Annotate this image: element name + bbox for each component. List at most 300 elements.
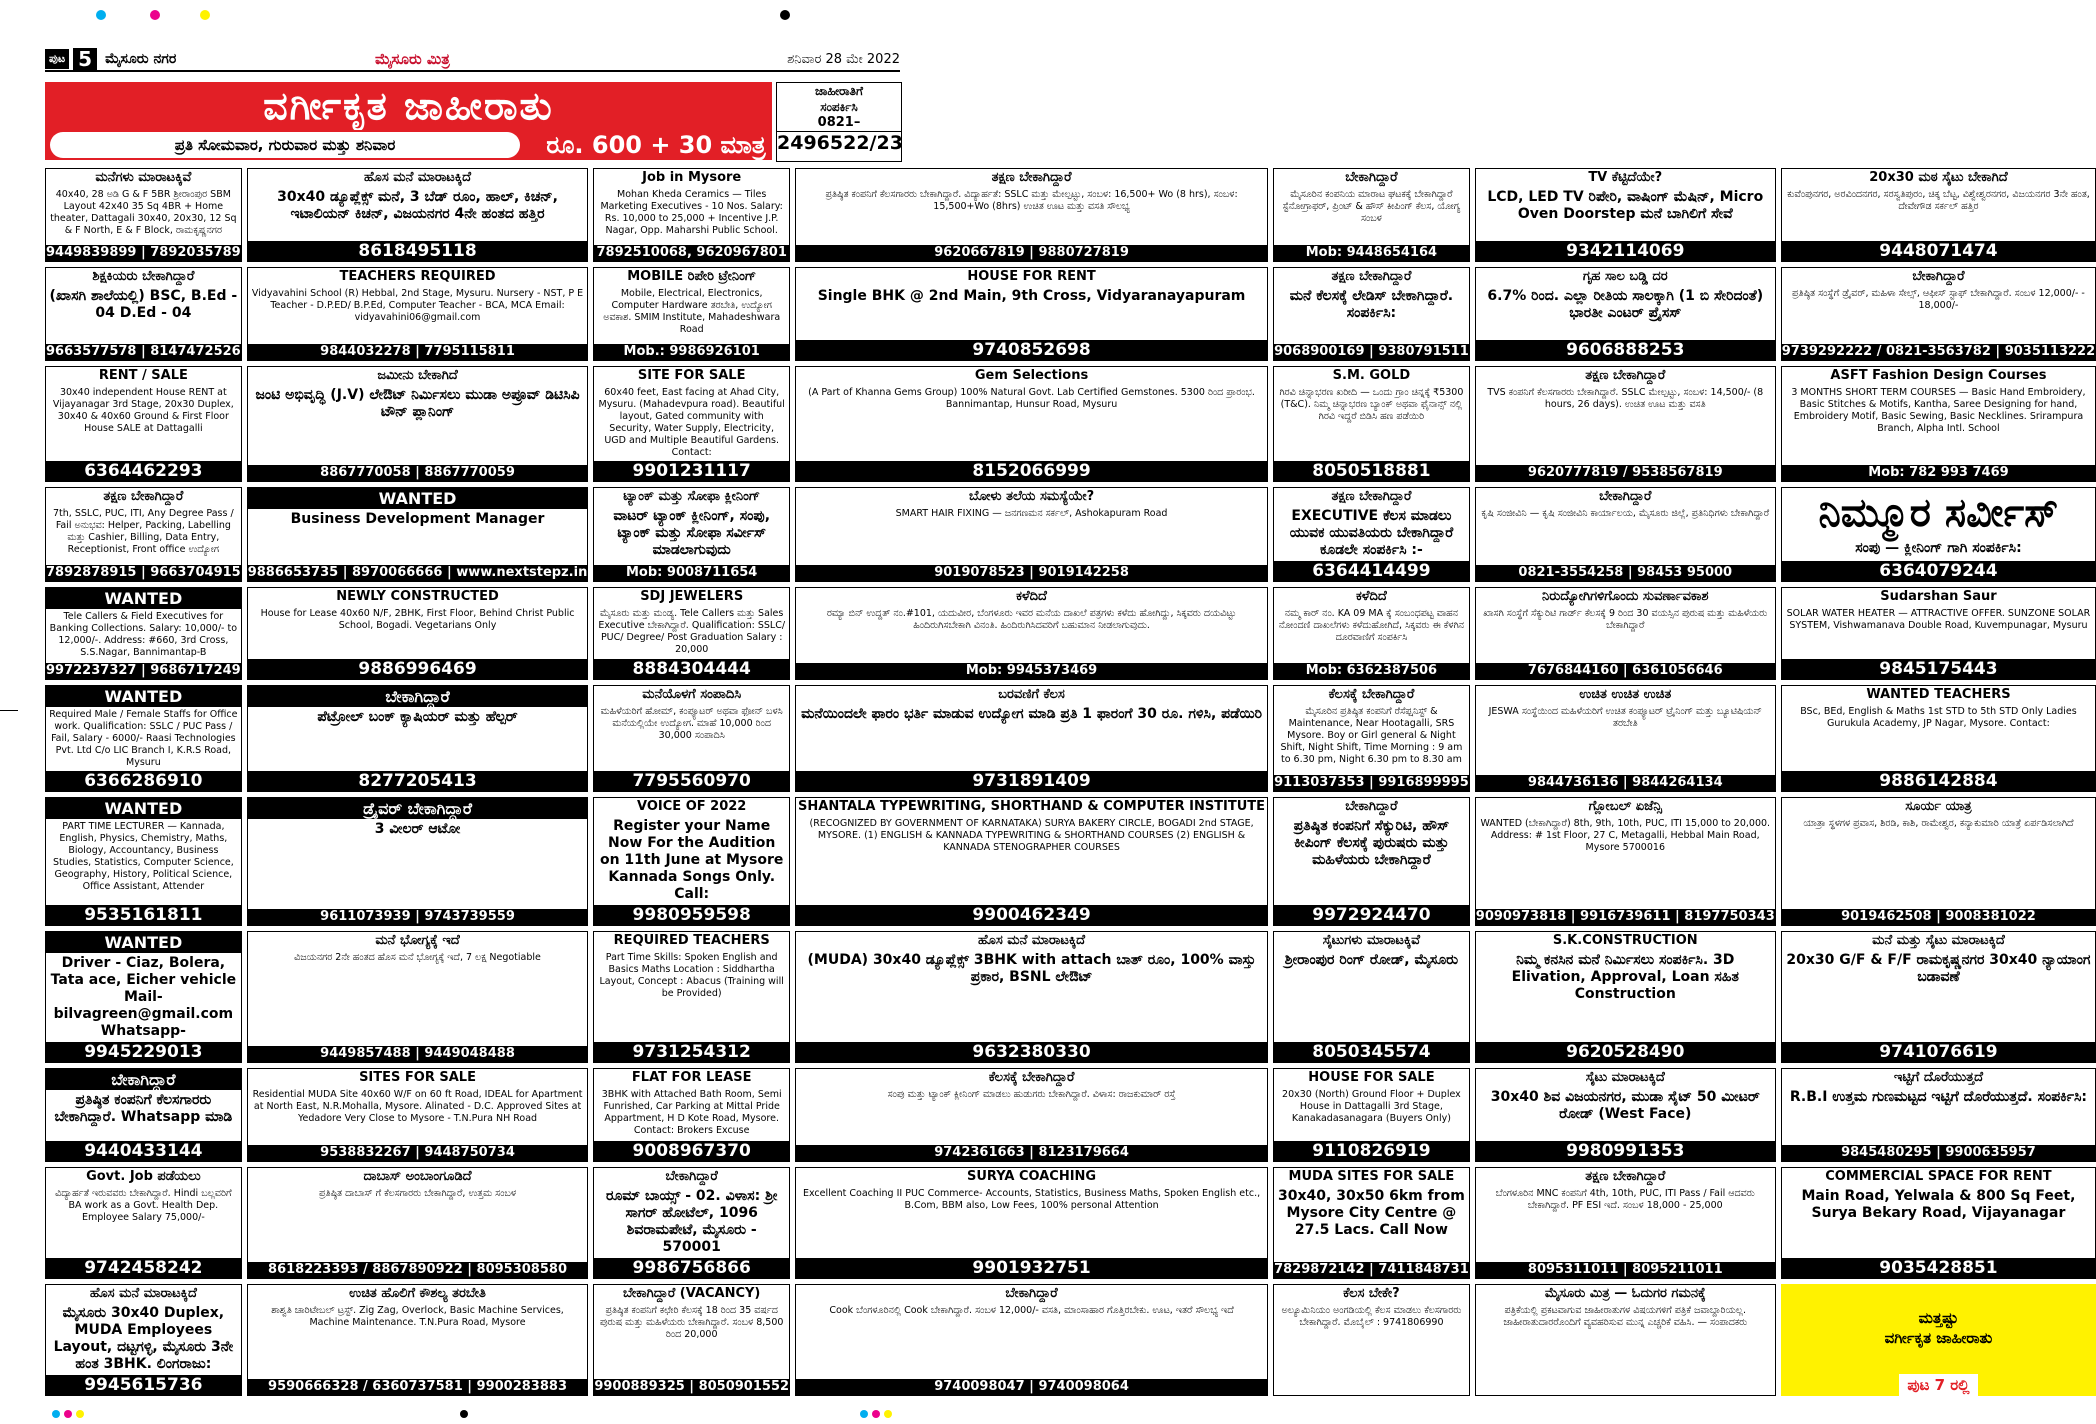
classified-ad (247, 931, 589, 1063)
ad-body: ಪ್ರತಿಷ್ಠಿತ ಕಂಪನಿಗೆ ಕೆಲಸಗಾರರು ಬೇಕಾಗಿದ್ದಾರೆ. Whatsapp ಮಾಡಿ (54, 1092, 233, 1126)
ad-body: Residential MUDA Site 40x60 W/F on 60 ft Road, IDEAL for Apartment at North East, N.R.Mohalla, Mysore. Alinated - D.C. Approved Sites at Yedadore Very Close to Mysore - T.N.Pura NH Road (252, 1089, 583, 1125)
registration-mark (460, 1410, 468, 1418)
ad-body: ಪ್ರತಿಷ್ಠಿತ ಕಂಪನಿಗೆ ಕಛೇರಿ ಕೆಲಸಕ್ಕೆ 18 ರಿಂದ 35 ವರ್ಷದ ಪುರುಷ ಮತ್ತು ಮಹಿಳೆಯರು ಬೇಕಾಗಿದ್ದಾರೆ. ಸಂಬಳ 8,500 ರಿಂದ 20,000 (599, 1305, 784, 1340)
classified-ad (593, 1284, 790, 1396)
ad-heading: ತಕ್ಷಣ ಬೇಕಾಗಿದ್ದಾರೆ (1585, 367, 1666, 383)
ad-heading: Sudarshan Saur (1880, 588, 1997, 604)
classified-ad (795, 168, 1268, 262)
ad-heading: FLAT FOR LEASE (631, 1070, 752, 1086)
ad-body: SOLAR WATER HEATER — ATTRACTIVE OFFER. SUNZONE SOLAR SYSTEM, Vishwamanava Double Road, Kuvempunagar, Mysuru (1786, 607, 2091, 631)
ad-heading: ತಕ್ಷಣ ಬೇಕಾಗಿದ್ದಾರೆ (1585, 1169, 1666, 1184)
classified-ad (247, 685, 589, 792)
ad-phone: 9741076619 (1782, 1042, 2095, 1062)
ad-phone: 6364462293 (46, 461, 241, 481)
registration-mark (780, 10, 790, 20)
ad-phone: 9986756866 (594, 1258, 789, 1278)
classified-ad (247, 168, 589, 262)
ad-phone: 8152066999 (796, 461, 1267, 481)
ad-heading: SURYA COACHING (967, 1169, 1097, 1184)
publication-days: ಪ್ರತಿ ಸೋಮವಾರ, ಗುರುವಾರ ಮತ್ತು ಶನಿವಾರ (50, 132, 520, 158)
registration-mark (76, 1410, 84, 1418)
ad-heading: RENT / SALE (98, 367, 188, 383)
ad-phone: 9900889325 | 8050901552 (594, 1379, 790, 1394)
classified-ad (1781, 168, 2096, 262)
classified-ad (1475, 168, 1776, 262)
classified-ad (1273, 1284, 1470, 1396)
classified-ad (247, 267, 589, 361)
ad-heading: ಮನೆ ಭೋಗ್ಯಕ್ಕೆ ಇದೆ (375, 933, 460, 949)
classified-ad (795, 487, 1268, 582)
classified-ad (1781, 487, 2096, 582)
ad-heading: ಬೇಕಾಗಿದ್ದಾರೆ (248, 686, 588, 707)
ad-body: ಪ್ರತಿಷ್ಠಿತ ಸಂಸ್ಥೆಗೆ ಡ್ರೈವರ್, ಮಹಿಳಾ ಸೇಲ್ಸ್, ಆಫೀಸ್ ಸ್ಟಾಫ್ ಬೇಕಾಗಿದ್ದಾರೆ. ಸಂಬಳ 12,000/- - 18,000/- (1792, 287, 2085, 311)
ad-phone: 9606888253 (1476, 340, 1775, 360)
ad-phone: 7829872142 | 7411848731 (1274, 1262, 1469, 1277)
ad-heading: ತಕ್ಷಣ ಬೇಕಾಗಿದ್ದಾರೆ (1331, 268, 1412, 284)
ad-body: 20x30 G/F & F/F ರಾಮಕೃಷ್ಣನಗರ 30x40 ನ್ಯಾಯಾಂಗ ಬಡಾವಣೆ (1786, 952, 2091, 986)
ad-body: ಗಿರವಿ ಚಿನ್ನಾಭರಣ ಖರೀದಿ — ಒಂದು ಗ್ರಾಂ ಚಿನ್ನಕ್ಕೆ ₹5300 (T&C). ನಿಮ್ಮ ಚಿನ್ನಾಭರಣ ಬ್ಯಾಂಕ್ ಅಥವಾ ಫೈನಾನ್ಸ್ ನಲ್ಲಿ ಗಿರವಿ ಇದ್ದರೆ ಬಿಡಿಸಿ ಹಣ ಪಡೆಯಿರಿ (1279, 386, 1464, 422)
ad-heading: NEWLY CONSTRUCTED (336, 588, 499, 604)
ad-heading: REQUIRED TEACHERS (613, 933, 770, 949)
ad-body: ಮನೆಯಿಂದಲೇ ಫಾರಂ ಭರ್ತಿ ಮಾಡುವ ಉದ್ಯೋಗ ಮಾಡಿ ಪ್ರತಿ 1 ಫಾರಂಗೆ 30 ರೂ. ಗಳಿಸಿ, ಪಡೆಯಿರಿ (801, 706, 1263, 723)
ad-body: ವರ್ಗೀಕೃತ ಜಾಹೀರಾತು (1884, 1328, 1993, 1347)
classified-ad (1781, 931, 2096, 1063)
classified-ad (1475, 685, 1776, 792)
ad-phone: 9945615736 (46, 1375, 241, 1395)
classified-ad (1273, 168, 1470, 262)
classified-ad (1475, 1068, 1776, 1162)
ad-heading: ಹೊಸ ಮನೆ ಮಾರಾಟಕ್ಕಿದೆ (89, 1286, 197, 1301)
classified-ad (795, 797, 1268, 926)
ad-body: ಬೆಂಗಳೂರಿನ MNC ಕಂಪನಿಗೆ 4th, 10th, PUC, ITI Pass / Fail ಆದವರು ಬೇಕಾಗಿದ್ದಾರೆ. PF ESI ಇದೆ. ಸಂಬಳ 18,000 - 25,000 (1495, 1188, 1755, 1211)
classified-ad (795, 1068, 1268, 1162)
classified-ad (593, 797, 790, 926)
date: ಶನಿವಾರ 28 ಮೇ 2022 (787, 51, 900, 67)
classified-ad (1781, 267, 2096, 361)
ad-phone: 9901932751 (796, 1258, 1267, 1278)
ad-heading: SHANTALA TYPEWRITING, SHORTHAND & COMPUTER INSTITUTE (798, 799, 1266, 815)
ad-body: ಖಾಸಗಿ ಸಂಸ್ಥೆಗೆ ಸೆಕ್ಯುರಿಟಿ ಗಾರ್ಡ್ ಕೆಲಸಕ್ಕೆ 9 ರಿಂದ 30 ವಯಸ್ಸಿನ ಪುರುಷ ಮತ್ತು ಮಹಿಳೆಯರು ಬೇಕಾಗಿದ್ದಾರೆ (1483, 607, 1768, 631)
ad-heading: ನಿರುದ್ಯೋಗಿಗಳಿಗೊಂದು ಸುವರ್ಣಾವಕಾಶ (1542, 588, 1709, 604)
ad-body: Cook ಬೆಂಗಳೂರಿನಲ್ಲಿ Cook ಬೇಕಾಗಿದ್ದಾರೆ. ಸಂಬಳ 12,000/- ವಸತಿ, ಮಾಂಸಾಹಾರ ಗೊತ್ತಿರಬೇಕು. ಊಟ, ಇತರೆ ಸೌಲಭ್ಯ ಇದೆ (829, 1305, 1234, 1316)
classifieds-title: ವರ್ಗೀಕೃತ ಜಾಹೀರಾತು (45, 82, 772, 130)
ad-phone: 8884304444 (594, 659, 789, 679)
ad-phone: 9440433144 (46, 1141, 241, 1161)
classified-ad (45, 797, 242, 926)
classified-ad (1273, 487, 1470, 582)
ad-phone: 8050518881 (1274, 461, 1469, 481)
ad-phone: 6366286910 (46, 771, 241, 791)
ad-phone: 9972924470 (1274, 905, 1469, 925)
ad-body: ನಮ್ಮ ಕಾರ್ ನಂ. KA 09 MA ಕ್ಕೆ ಸಂಬಂಧಪಟ್ಟ ವಾಹನ ನೋಂದಣಿ ದಾಖಲೆಗಳು ಕಳೆದುಹೋಗಿದೆ, ಸಿಕ್ಕವರು ಈ ಕೆಳಗಿನ ದೂರವಾಣಿಗೆ ಸಂಪರ್ಕಿಸಿ (1278, 607, 1465, 643)
ad-heading: Job in Mysore (642, 170, 742, 185)
ad-phone: 9945229013 (46, 1042, 241, 1062)
registration-mark (860, 1410, 868, 1418)
classified-ad (1475, 267, 1776, 361)
ad-heading: WANTED TEACHERS (1866, 687, 2011, 703)
crop-mark (0, 710, 18, 711)
ad-phone: 9449857488 | 9449048488 (248, 1046, 588, 1062)
ad-phone: 9731891409 (796, 771, 1267, 791)
ad-body: WANTED (ಬೇಕಾಗಿದ್ದಾರೆ) 8th, 9th, 10th, PUC, ITI 15,000 to 20,000. Address: # 1st Floor, 27 C, Metagalli, Hebbal Main Road, Mysore 5700016 (1480, 818, 1771, 854)
ad-phone: 9019462508 | 9008381022 (1782, 909, 2095, 925)
ad-body: PART TIME LECTURER — Kannada, English, Physics, Chemistry, Maths, Biology, Accountancy, Business Studies, Statistics, Computer Science, Geography, History, Political Science, Office Assistant, Attender (52, 821, 234, 893)
ad-heading: ಟ್ಯಾಂಕ್ ಮತ್ತು ಸೋಫಾ ಕ್ಲೀನಿಂಗ್ (623, 488, 761, 504)
classified-ad (1475, 1167, 1776, 1279)
ad-heading: WANTED (46, 686, 241, 707)
ad-phone: 8618495118 (248, 241, 588, 261)
ad-phone: 9535161811 (46, 905, 241, 925)
ad-page-ref: ಪುಟ 7 ರಲ್ಲಿ (1899, 1374, 1977, 1396)
ad-phone: 9538832267 | 9448750734 (248, 1145, 588, 1161)
ad-heading: Govt. Job ಪಡೆಯಲು (86, 1169, 201, 1184)
classified-ad (1781, 587, 2096, 681)
classified-ad (1273, 931, 1470, 1063)
ad-body: ರಮ್ಯಾ ಬಿನ್ ಉದ್ದತ್ ನಂ.#101, ಯದುವೀರ, ಬೆಂಗಳೂರು ಇವರ ಮನೆಯ ದಾಖಲೆ ಪತ್ರಗಳು ಕಳೆದು ಹೋಗಿದ್ದು, ಸಿಕ್ಕವರು ದಯವಿಟ್ಟು ಹಿಂದಿರುಗಿಸಬೇಕಾಗಿ ವಿನಂತಿ. ಹಿಂದಿರುಗಿಸಿದವರಿಗೆ ಬಹುಮಾನ ನೀಡಲಾಗುವುದು. (826, 607, 1237, 631)
contact-line-3: 0821– (817, 115, 861, 130)
registration-mark (872, 1410, 880, 1418)
ad-phone: 9663577578 | 8147472526 (46, 343, 241, 359)
classified-ad (247, 1167, 589, 1279)
ad-phone: 8277205413 (248, 771, 588, 791)
ad-heading: ಸೈಟುಗಳು ಮಾರಾಟಕ್ಕಿವೆ (1322, 933, 1421, 949)
classified-ad (1475, 366, 1776, 482)
ad-heading: HOUSE FOR SALE (1308, 1070, 1435, 1086)
ad-heading: ತಕ್ಷಣ ಬೇಕಾಗಿದ್ದಾರೆ (103, 488, 184, 504)
classified-ad (1781, 1068, 2096, 1162)
classified-ad (45, 1284, 242, 1396)
ad-heading: SDJ JEWELERS (640, 588, 744, 604)
ad-phone: 9731254312 (594, 1042, 789, 1062)
registration-mark (150, 10, 160, 20)
classified-ad (1475, 1284, 1776, 1396)
classified-ad (45, 685, 242, 792)
ad-phone: 9448071474 (1782, 241, 2095, 261)
ad-body: Mobile, Electrical, Electronics, Computer Hardware ತರಬೇತಿ, ಉದ್ಯೋಗ ಅವಕಾಶ. SMIM Institute, Mahadeshwara Road (603, 287, 781, 335)
ad-phone: 9620777819 / 9538567819 (1476, 465, 1775, 481)
ad-heading: SITE FOR SALE (637, 367, 746, 383)
ad-phone: Mob: 9945373469 (796, 663, 1267, 679)
ad-phone: 9980959598 (594, 905, 789, 925)
ad-phone: 9620667819 | 9880727819 (796, 245, 1267, 261)
ad-body: Business Development Manager (290, 510, 545, 527)
ad-phone: 9742458242 (46, 1258, 241, 1278)
ad-heading: ಕಳೆದಿದೆ (1016, 588, 1047, 604)
ad-phone: 0821-3554258 | 98453 95000 (1476, 565, 1775, 581)
classified-ad (247, 797, 589, 926)
classified-ad (593, 931, 790, 1063)
ad-phone: 9113037353 | 9916899995 (1274, 775, 1469, 791)
classified-ad (1781, 1284, 2096, 1396)
ad-body: ಪೆಟ್ರೋಲ್ ಬಂಕ್ ಕ್ಯಾಷಿಯರ್ ಮತ್ತು ಹೆಲ್ಪರ್ (317, 709, 518, 726)
ad-body: 20x30 (North) Ground Floor + Duplex House in Dattagalli 3rd Stage, Kanakadasanagara (Buyers Only) (1282, 1089, 1461, 1125)
ad-body: ಅಲ್ಯೂಮಿನಿಯಂ ಅಂಗಡಿಯಲ್ಲಿ ಕೆಲಸ ಮಾಡಲು ಕೆಲಸಗಾರರು ಬೇಕಾಗಿದ್ದಾರೆ. ಮೊಬೈಲ್ : 9741806990 (1281, 1305, 1462, 1328)
ad-body: ಕೃಷಿ ಸಂಜೀವಿನಿ — ಕೃಷಿ ಸಂಜೀವಿನಿ ಕಾರ್ಯಾಲಯ, ಮೈಸೂರು ಜಿಲ್ಲೆ, ಪ್ರತಿನಿಧಿಗಳು ಬೇಕಾಗಿದ್ದಾರೆ (1481, 507, 1770, 519)
ad-phone: 8618223393 / 8867890922 | 8095308580 (248, 1262, 588, 1278)
classified-ad (247, 587, 589, 681)
ad-heading: TV ಕೆಟ್ಟಿದೆಯೇ? (1588, 170, 1663, 185)
registration-mark (96, 10, 106, 20)
ad-heading: ಬೇಕಾಗಿದ್ದಾರೆ (46, 1069, 241, 1090)
contact-line-1: ಜಾಹೀರಾತಿಗೆ (815, 84, 863, 98)
ad-heading: ಕಳೆದಿದೆ (1356, 588, 1387, 604)
ad-phone: 9068900169 | 9380791511 (1274, 343, 1469, 359)
ad-heading: ಬೇಕಾಗಿದ್ದಾರೆ (1599, 488, 1652, 504)
ad-heading: ಹೊಸ ಮನೆ ಮಾರಾಟಕ್ಕಿದೆ (364, 170, 472, 185)
ad-phone: 8867770058 | 8867770059 (248, 465, 588, 481)
ad-price: ರೂ. 600 + 30 ಮಾತ್ರ (546, 131, 766, 159)
ad-heading: ಬರವಣಿಗೆ ಕೆಲಸ (998, 687, 1065, 703)
ad-phone: 9972237327 | 9686717249 (46, 663, 241, 679)
ad-heading: ಮನೆಯೊಳಗೆ ಸಂಪಾದಿಸಿ (642, 687, 742, 703)
ad-phone: 7795560970 (594, 771, 789, 791)
ad-phone: 7676844160 | 6361056646 (1476, 663, 1775, 679)
classified-ad (45, 487, 242, 582)
ad-heading: WANTED (46, 932, 241, 953)
ad-body: Register your Name Now For the Audition on 11th June at Mysore Kannada Songs Only. Call: (599, 818, 784, 903)
classified-ad (795, 267, 1268, 361)
classified-ad (795, 685, 1268, 792)
classified-ad (795, 1284, 1268, 1396)
ad-heading: ಮತ್ತಷ್ಟು (1918, 1308, 1959, 1327)
ad-phone: 9090973818 | 9916739611 | 8197750343 (1475, 909, 1775, 925)
classified-ad (593, 1068, 790, 1162)
ad-body: Part Time Skills: Spoken English and Basics Maths Location : Siddhartha Layout, Concept : Abacus (Training will be Provided) (599, 952, 784, 1000)
ad-body: Driver - Ciaz, Bolera, Tata ace, Eicher vehicle Mail- bilvagreen@gmail.com Whatsapp- (50, 955, 237, 1040)
ad-phone: 9590666328 / 6360737581 | 9900283883 (248, 1379, 588, 1395)
ad-body: ಸಂಪು ಮತ್ತು ಟ್ಯಾಂಕ್ ಕ್ಲೀನಿಂಗ್ ಮಾಡಲು ಹುಡುಗರು ಬೇಕಾಗಿದ್ದಾರೆ. ವಿಳಾಸ: ರಾಜಕುಮಾರ್ ರಸ್ತೆ (887, 1089, 1176, 1101)
ad-heading: ಸೂರ್ಯ ಯಾತ್ರ (1905, 799, 1972, 815)
ad-body: Excellent Coaching II PUC Commerce- Accounts, Statistics, Business Maths, Spoken English etc., B.Com, BBM also, Low Fees, 100% personal Attention (802, 1188, 1261, 1211)
ad-body: ನಿಮ್ಮ ಕನಸಿನ ಮನೆ ನಿರ್ಮಿಸಲು ಸಂಪರ್ಕಿಸಿ. 3D Elivation, Approval, Loan ಸಹಿತ Construction (1511, 952, 1739, 1003)
ad-heading: TEACHERS REQUIRED (339, 268, 496, 284)
ad-phone: 9740852698 (796, 340, 1267, 360)
ad-heading: ಉಚಿತ ಉಚಿತ ಉಚಿತ (1579, 687, 1672, 703)
ad-body: ವಿದ್ಯಾರ್ಹತೆ ಇರುವವರು ಬೇಕಾಗಿದ್ದಾರೆ. Hindi ಬಲ್ಲವರಿಗೆ BA work as a Govt. Health Dep. Employee Salary 75,000/- (55, 1188, 232, 1223)
classified-ad (1781, 685, 2096, 792)
contact-line-2: ಸಂಪರ್ಕಿಸಿ (820, 100, 858, 114)
ad-heading: ಕೆಲಸಕ್ಕೆ ಬೇಕಾಗಿದ್ದಾರೆ (988, 1070, 1075, 1086)
ad-phone: 9449839899 | 7892035789 (46, 244, 241, 260)
registration-mark (52, 1410, 60, 1418)
classified-ad (1475, 931, 1776, 1063)
classified-ad (1475, 587, 1776, 681)
ad-body: 3BHK with Attached Bath Room, Semi Funrished, Car Parking at Mittal Pride Appartment, H D Kote Road, Mysore. Contact: Brokers Excuse (601, 1089, 782, 1137)
ad-body: ಮನೆ ಕೆಲಸಕ್ಕೆ ಲೇಡಿಸ್ ಬೇಕಾಗಿದ್ದಾರೆ. ಸಂಪರ್ಕಿಸಿ: (1289, 287, 1454, 321)
ad-body: ಮೈಸೂರಿನ ಪ್ರತಿಷ್ಠಿತ ಕಂಪನಿಗೆ ರೆಸೆಪ್ಷನಿಸ್ಟ್ & Maintenance, Near Hootagalli, SRS Mysore. Boy or Girl general & Night Shift, Night Shift, Time Morning : 9 am to 6.30 pm, Night 6.30 pm to 8.30 am (1280, 706, 1463, 766)
ad-heading: Gem Selections (974, 367, 1089, 383)
classified-ad (593, 487, 790, 582)
classified-ad (1475, 487, 1776, 582)
classified-ad (45, 168, 242, 262)
ad-body: ಮೈಸೂರು ಮತ್ತು ಮಂಡ್ಯ. Tele Callers ಮತ್ತು Sales Executive ಬೇಕಾಗಿದ್ದಾರೆ. Qualification: SSLC/ PUC/ Degree/ Post Graduation Salary : 20,000 (598, 607, 786, 655)
registration-mark (64, 1410, 72, 1418)
ad-body: JESWA ಸಂಸ್ಥೆಯಿಂದ ಮಹಿಳೆಯರಿಗೆ ಉಚಿತ ಕಂಪ್ಯೂಟರ್ ಟ್ರೈನಿಂಗ್ ಮತ್ತು ಬ್ಯೂಟಿಷಿಯನ್ ತರಬೇತಿ (1488, 706, 1762, 730)
ad-phone: Mob: 782 993 7469 (1782, 465, 2095, 481)
ad-body: 30x40 ಡ್ಯೂಪ್ಲೆಕ್ಸ್ ಮನೆ, 3 ಬೆಡ್ ರೂಂ, ಹಾಲ್, ಕಿಚನ್, ಇಟಾಲಿಯನ್ ಕಿಚನ್, ವಿಜಯನಗರ 4ನೇ ಹಂತದ ಹತ್ತಿರ (277, 189, 558, 222)
ad-body: ಜಂಟಿ ಅಭಿವೃದ್ಧಿ (J.V) ಲೇಔಟ್ ನಿರ್ಮಿಸಲು ಮುಡಾ ಅಪ್ರೂವ್ ಡಿಟಿಸಿಪಿ ಟೌನ್ ಪ್ಲಾನಿಂಗ್ (255, 386, 580, 420)
classified-ad (1273, 587, 1470, 681)
ad-heading: ಬೇಕಾಗಿದ್ದಾರೆ (1345, 170, 1398, 185)
ad-heading: 20x30 ಮಠ ಸೈಟು ಬೇಕಾಗಿದೆ (1869, 170, 2008, 185)
ad-body: ಪ್ರತಿಷ್ಠಿತ ಕಂಪನಿಗೆ ಸೆಕ್ಯುರಿಟಿ, ಹೌಸ್ ಕೀಪಿಂಗ್ ಕೆಲಸಕ್ಕೆ ಪುರುಷರು ಮತ್ತು ಮಹಿಳೆಯರು ಬೇಕಾಗಿದ್ದಾರೆ (1293, 818, 1450, 869)
classified-ad (247, 487, 589, 582)
ad-body: ಶಾಶ್ವತಿ ಚಾರಿಟೇಬಲ್ ಟ್ರಸ್ಟ್. Zig Zag, Overlock, Basic Machine Services, Machine Maintenance. T.N.Pura Road, Mysore (271, 1305, 564, 1328)
ad-phone: 9632380330 (796, 1042, 1267, 1062)
ad-body: ಮೈಸೂರು 30x40 Duplex, MUDA Employees Layout, ದಟ್ಟಗಳ್ಳಿ, ಮೈಸೂರು 3ನೇ ಹಂತ 3BHK. ಲಿಂಗರಾಜು: (53, 1305, 234, 1372)
page-number: 5 (73, 48, 97, 70)
ad-heading: ಸೈಟು ಮಾರಾಟಕ್ಕಿದೆ (1585, 1070, 1665, 1086)
ad-body: ರೂಮ್ ಬಾಯ್ಸ್ - 02. ವಿಳಾಸ: ಶ್ರೀ ಸಾಗರ್ ಹೋಟೆಲ್, 1096 ಶಿವರಾಮಪೇಟೆ, ಮೈಸೂರು - 570001 (605, 1188, 778, 1255)
classified-ad (1781, 1167, 2096, 1279)
classified-ad (593, 267, 790, 361)
ad-body: Mohan Kheda Ceramics — Tiles Marketing Executives - 10 Nos. Salary: Rs. 10,000 to 25,000 + Incentive J.P. Nagar, Opp. Maharshi Public School. (600, 189, 783, 236)
classified-ad (1475, 797, 1776, 926)
ad-heading: ಕೆಲಸ ಬೇಕೇ? (1343, 1286, 1400, 1301)
classified-ad (1273, 1068, 1470, 1162)
registration-mark (884, 1410, 892, 1418)
ad-body: ಪತ್ರಿಕೆಯಲ್ಲಿ ಪ್ರಕಟವಾಗುವ ಜಾಹೀರಾತುಗಳ ವಿಷಯಗಳಿಗೆ ಪತ್ರಿಕೆ ಜವಾಬ್ದಾರಿಯಲ್ಲ. ಜಾಹೀರಾತುದಾರರೊಂದಿಗೆ ವ್ಯವಹರಿಸುವ ಮುನ್ನ ಎಚ್ಚರಿಕೆ ವಹಿಸಿ. — ಸಂಪಾದಕರು (1503, 1305, 1748, 1328)
ad-phone: 9900462349 (796, 905, 1267, 925)
ad-heading: ಮನೆ ಮತ್ತು ಸೈಟು ಮಾರಾಟಕ್ಕಿದೆ (1872, 933, 2005, 949)
ad-phone: 9844736136 | 9844264134 (1476, 775, 1775, 791)
contact-phone: 2496522/23 (777, 132, 903, 154)
ad-heading: ನಿಮ್ಮೂರ ಸರ್ವೀಸ್ (1818, 489, 2059, 536)
classified-ad (1781, 797, 2096, 926)
ad-phone: 9844032278 | 7795115811 (248, 344, 588, 360)
ad-heading: VOICE OF 2022 (637, 799, 747, 815)
ad-heading: ಡ್ರೈವರ್ ಬೇಕಾಗಿದ್ದಾರೆ (248, 798, 588, 819)
ad-body: 3 MONTHS SHORT TERM COURSES — Basic Hand Embroidery, Basic Stitches & Motifs, Kantha, Saree Designing for hand, Embroidery Motif, Basic Sewing, Basic Necklines. Srirampura Branch, Alpha Intl. School (1791, 386, 2086, 434)
ad-heading: ಶಿಕ್ಷಕಿಯರು ಬೇಕಾಗಿದ್ದಾರೆ (92, 268, 195, 284)
classified-ad (45, 267, 242, 361)
classified-ad (795, 931, 1268, 1063)
ad-phone: Mob: 9008711654 (594, 565, 789, 581)
ad-heading: ಇಟ್ಟಿಗೆ ದೊರೆಯುತ್ತದೆ (1893, 1070, 1984, 1086)
classified-ad (795, 366, 1268, 482)
classified-ad (593, 168, 790, 262)
ad-phone: 9035428851 (1782, 1258, 2095, 1278)
ad-heading: ಬೇಕಾಗಿದ್ದಾರೆ (1912, 268, 1965, 284)
ad-phone: 9110826919 (1274, 1141, 1469, 1161)
ad-heading: ಗ್ಲೋಬಲ್ ಏಜೆನ್ಸಿ (1588, 799, 1662, 815)
ad-phone: 7892510068, 9620967801 (594, 245, 789, 261)
ad-phone: Mob.: 9986926101 (594, 344, 789, 360)
classified-ad (45, 587, 242, 681)
classified-ad (247, 1284, 589, 1396)
ad-heading: WANTED (248, 488, 588, 509)
ad-body: 30x40 ಶಿವ ವಿಜಯನಗರ, ಮುಡಾ ಸೈಟ್ 50 ಮೀಟರ್ ರೋಡ್ (West Face) (1490, 1089, 1760, 1123)
ad-body: TVS ಕಂಪನಿಗೆ ಕೆಲಸಗಾರರು ಬೇಕಾಗಿದ್ದಾರೆ. SSLC ಮೇಲ್ಪಟ್ಟು, ಸಂಬಳ: 14,500/- (8 hours, 26 days). ಉಚಿತ ಊಟ ಮತ್ತು ವಸತಿ (1487, 386, 1764, 410)
ad-phone: 8050345574 (1274, 1042, 1469, 1062)
ad-heading: ಹೊಸ ಮನೆ ಮಾರಾಟಕ್ಕಿದೆ (978, 933, 1086, 949)
classified-ad (593, 366, 790, 482)
ad-heading: COMMERCIAL SPACE FOR RENT (1825, 1169, 2052, 1184)
ad-body: 60x40 feet, East facing at Ahad City, Mysuru. (Mahadevpura road). Beautiful layout, Gated community with Security, Water Supply, Electricity, UGD and Multiple Beautiful Gardens. Contact: (598, 386, 785, 458)
ad-body: (RECOGNIZED BY GOVERNMENT OF KARNATAKA) SURYA BAKERY CIRCLE, BOGADI 2nd STAGE, MYSORE. (1) ENGLISH & KANNADA TYPEWRITING & SHORTHAND COURSES (2) ENGLISH & KANNADA STENOGRAPHER COURSES (809, 818, 1254, 854)
ad-heading: SITES FOR SALE (359, 1070, 476, 1086)
ad-body: 7th, SSLC, PUC, ITI, Any Degree Pass / Fail ಅನುಭವ: Helper, Packing, Labelling ಮತ್ತು Cashier, Billing, Data Entry, Receptionist, Front office ಉದ್ಯೋಗ (53, 507, 234, 555)
ad-body: ಯಾತ್ರಾ ಸ್ಥಳಗಳ ಪ್ರವಾಸ, ಶಿರಡಿ, ಕಾಶಿ, ರಾಮೇಶ್ವರ, ಕನ್ಯಾಕುಮಾರಿ ಯಾತ್ರೆ ಏರ್ಪಡಿಸಲಾಗಿದೆ (1803, 818, 2074, 830)
ad-body: ಮೈಸೂರಿನ ಕಂಪನಿಯ ಮಾರಾಟ ಘಟಕಕ್ಕೆ ಬೇಕಾಗಿದ್ದಾರೆ ಸ್ಟೆನೋಗ್ರಾಫರ್, ಪ್ರಿಂಟ್ & ಹೌಸ್ ಕೀಪಿಂಗ್ ಕೆಲಸ, ಯೋಗ್ಯ ಸಂಬಳ (1282, 189, 1461, 224)
ad-body: Tele Callers & Field Executives for Banking Collections. Salary: 10,000/- to 12,000/-. Address: #660, 3rd Cross, S.S.Nagar, Bannimantap-B (49, 610, 238, 658)
classified-ad (45, 931, 242, 1063)
classified-ad (45, 366, 242, 482)
ad-body: LCD, LED TV ರಿಪೇರಿ, ವಾಷಿಂಗ್ ಮೆಷಿನ್, Micro Oven Doorstep ಮನೆ ಬಾಗಿಲಿಗೆ ಸೇವೆ (1487, 189, 1764, 222)
ad-phone: 8095311011 | 8095211011 (1476, 1262, 1775, 1278)
ad-body: ಮಹಿಳೆಯರಿಗೆ ಹೋಮ್, ಕಂಪ್ಯೂಟರ್ ಅಥವಾ ಫೋನ್ ಬಳಸಿ ಮನೆಯಲ್ಲಿಯೇ ಉದ್ಯೋಗ. ಮಾಹೆ 10,000 ರಿಂದ 30,000 ಸಂಪಾದಿಸಿ (600, 706, 783, 742)
ad-body: SMART HAIR FIXING — ಜನಗಣಮನ ಸರ್ಕಲ್, Ashokapuram Road (895, 507, 1168, 519)
ad-body: ವಾಟರ್ ಟ್ಯಾಂಕ್ ಕ್ಲೀನಿಂಗ್, ಸಂಪು, ಟ್ಯಾಂಕ್ ಮತ್ತು ಸೋಫಾ ಸರ್ವೀಸ್ ಮಾಡಲಾಗುವುದು (613, 507, 771, 558)
ad-heading: MUDA SITES FOR SALE (1288, 1169, 1455, 1184)
ad-body: 3 ವೀಲರ್ ಆಟೋ (374, 821, 461, 838)
ad-body: ವಿಜಯನಗರ 2ನೇ ಹಂತದ ಹೊಸ ಮನೆ ಭೋಗ್ಯಕ್ಕೆ ಇದೆ, 7 ಲಕ್ಷ Negotiable (294, 952, 541, 964)
ad-heading: ಬೋಳು ತಲೆಯ ಸಮಸ್ಯೆಯೇ? (968, 488, 1095, 504)
ad-body: Required Male / Female Staffs for Office work. Qualification: SSLC / PUC Pass / Fail, Salary - 6000/- Raasi Technologies Pvt. Ltd C/o LIC Branch I, K.R.S Road, Mysuru (49, 709, 238, 769)
classified-ad (593, 1167, 790, 1279)
registration-mark (200, 10, 210, 20)
ad-body: (A Part of Khanna Gems Group) 100% Natural Govt. Lab Certified Gemstones. 5300 ರಿಂದ ಪ್ರಾರಂಭ. Bannimantap, Hunsur Road, Mysuru (808, 386, 1255, 410)
classified-ad (1781, 366, 2096, 482)
ad-phone: Mob: 6362387506 (1274, 663, 1469, 679)
ad-heading: ತಕ್ಷಣ ಬೇಕಾಗಿದ್ದಾರೆ (991, 170, 1072, 185)
classified-ad (593, 587, 790, 681)
ad-heading: ಮನೆಗಳು ಮಾರಾಟಕ್ಕಿವೆ (95, 170, 192, 185)
classified-ad (1273, 1167, 1470, 1279)
classified-ad (1273, 797, 1470, 926)
classified-ad (45, 1167, 242, 1279)
classified-ad (795, 587, 1268, 681)
ad-body: ಪ್ರತಿಷ್ಠಿತ ದಾಬಾಸ್ ಗೆ ಕೆಲಸಗಾರರು ಬೇಕಾಗಿದ್ದಾರೆ, ಉತ್ತಮ ಸಂಬಳ (319, 1188, 517, 1199)
ad-heading: ಗೃಹ ಸಾಲ ಬಡ್ಡಿ ದರ (1582, 268, 1668, 284)
classified-ads-grid (45, 168, 2096, 1396)
ad-phone: 6364079244 (1782, 561, 2095, 581)
classified-ad (1273, 685, 1470, 792)
ad-phone: 7892878915 | 9663704915 (46, 564, 241, 580)
ad-heading: ಬೇಕಾಗಿದ್ದಾರೆ (VACANCY) (623, 1286, 761, 1301)
ad-body: BSc, BEd, English & Maths 1st STD to 5th STD Only Ladies Gurukula Academy, JP Nagar, Mysore. Contact: (1800, 706, 2077, 730)
ad-body: 6.7% ರಿಂದ. ಎಲ್ಲಾ ರೀತಿಯ ಸಾಲಕ್ಕಾಗಿ (1 ಬಿ ಸೇರಿದಂತೆ) ಭಾರತೀ ಎಂಟರ್ ಪ್ರೈಸಸ್ (1487, 287, 1764, 321)
ad-body: ಕುವೆಂಪುನಗರ, ಅರವಿಂದನಗರ, ಸರಸ್ವತಿಪುರಂ, ಚಿಕ್ಕ ಬೆಟ್ಟ, ವಿಶ್ವೇಶ್ವರನಗರ, ವಿಜಯನಗರ 3ನೇ ಹಂತ, ದೇವೇಗೌಡ ಸರ್ಕಲ್ ಹತ್ತಿರ (1787, 189, 2090, 212)
contact-box (776, 82, 902, 162)
ad-heading: MOBILE ರಿಪೇರಿ ಟ್ರೇನಿಂಗ್ (627, 268, 757, 284)
ad-phone: 9886653735 | 8970066666 | www.nextstepz.in (247, 564, 588, 580)
ad-body: Vidyavahini School (R) Hebbal, 2nd Stage, Mysuru. Nursery - NST, P E Teacher - D.P.ED/ B.P.Ed, Computer Teacher - BCA, MCA Email: vidyavahini06@gmail.com (251, 287, 584, 323)
ad-body: R.B.I ಉತ್ತಮ ಗುಣಮಟ್ಟದ ಇಟ್ಟಿಗೆ ದೊರೆಯುತ್ತದೆ. ಸಂಪರ್ಕಿಸಿ: (1789, 1089, 2088, 1106)
ad-phone: 9342114069 (1476, 241, 1775, 261)
ad-phone: 9620528490 (1476, 1042, 1775, 1062)
ad-phone: 9008967370 (594, 1141, 789, 1161)
ad-heading: ತಕ್ಷಣ ಬೇಕಾಗಿದ್ದಾರೆ (1331, 488, 1412, 504)
classified-ad (1273, 267, 1470, 361)
ad-heading: ಕೆಲಸಕ್ಕೆ ಬೇಕಾಗಿದ್ದಾರೆ (1328, 687, 1415, 703)
ad-body: Single BHK @ 2nd Main, 9th Cross, Vidyaranayapuram (817, 287, 1246, 304)
ad-heading: S.K.CONSTRUCTION (1552, 933, 1698, 949)
classified-ad (1273, 366, 1470, 482)
ad-phone: 9980991353 (1476, 1141, 1775, 1161)
ad-phone: 9845175443 (1782, 659, 2095, 679)
ad-phone: 9019078523 | 9019142258 (796, 565, 1267, 581)
ad-body: (MUDA) 30x40 ಡ್ಯೂಪ್ಲೆಕ್ಸ್ 3BHK with attach ಬಾತ್ ರೂಂ, 100% ವಾಸ್ತು ಪ್ರಕಾರ, BSNL ಲೇಔಟ್ (807, 952, 1256, 986)
ad-body: 30x40 independent House RENT at Vijayanagar 3rd Stage, 20x30 Duplex, 30x40 & 40x60 Ground & First Floor House SALE at Dattagalli (52, 386, 234, 434)
ad-phone: 9742361663 | 8123179664 (796, 1145, 1267, 1161)
paper-logo: ಮೈಸೂರು ಮಿತ್ರ (375, 50, 450, 68)
page-header (45, 48, 900, 72)
ad-body: 30x40, 30x50 6km from Mysore City Centre @ 27.5 Lacs. Call Now (1278, 1188, 1465, 1238)
classified-ad (593, 685, 790, 792)
ad-heading: HOUSE FOR RENT (967, 268, 1096, 284)
ad-heading: ಬೇಕಾಗಿದ್ದಾರೆ (1345, 799, 1398, 815)
